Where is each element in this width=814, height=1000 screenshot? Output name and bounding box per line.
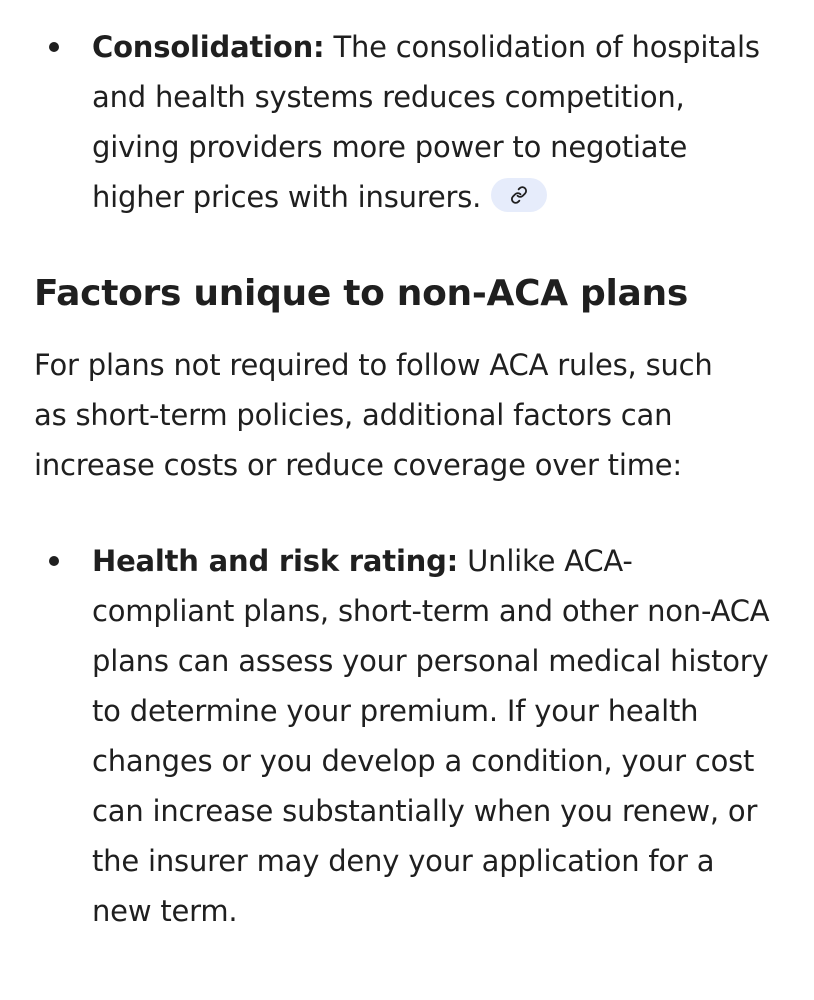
bullet-list-bottom xyxy=(34,536,774,936)
link-icon xyxy=(510,186,528,204)
item-text: Unlike ACA-compliant plans, short-term and other non-ACA plans can assess your personal medical history to determine your premium. If your health changes or you develop a condition, your cost can increase substantially when you renew, or the insurer may deny your application for a new term. xyxy=(92,544,770,928)
section-paragraph: For plans not required to follow ACA rules, such as short-term policies, additional factors can increase costs or reduce coverage over time: xyxy=(34,348,713,482)
item-term: Health and risk rating: xyxy=(92,544,459,578)
bullet-list-top xyxy=(34,22,774,222)
bullet-icon xyxy=(49,556,59,566)
source-link-button[interactable] xyxy=(491,178,547,212)
section-heading: Factors unique to non-ACA plans xyxy=(34,273,688,314)
item-term: Consolidation: xyxy=(92,30,325,64)
item-text: The consolidation of hospitals and health systems reduces competition, giving providers more power to negotiate higher prices with insurers. xyxy=(92,30,760,214)
list-item-health-risk-rating xyxy=(34,536,774,936)
bullet-icon xyxy=(49,42,59,52)
list-item-consolidation xyxy=(34,22,774,222)
